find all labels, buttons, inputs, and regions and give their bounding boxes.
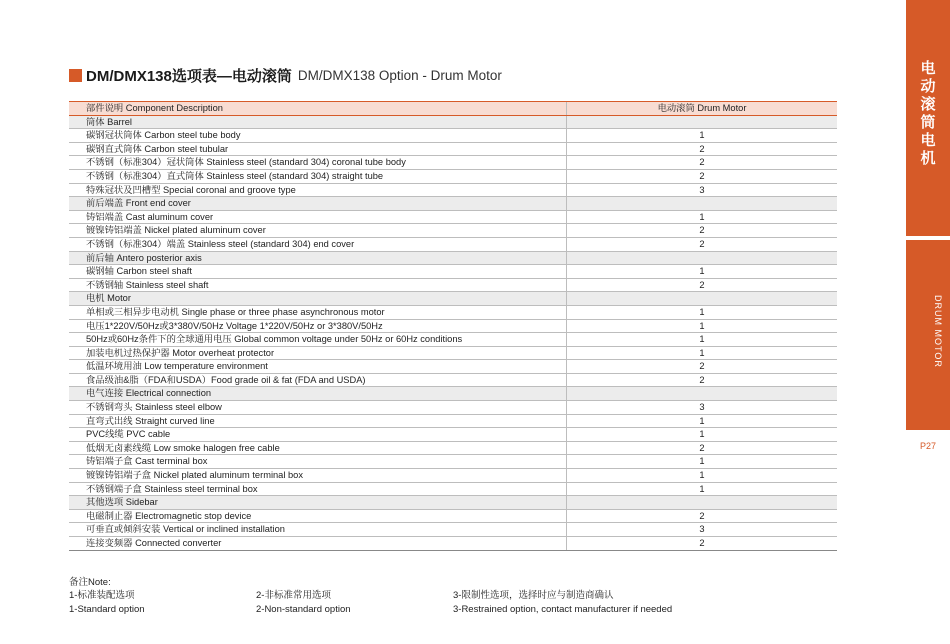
note-2 (256, 589, 351, 616)
row-value (567, 496, 838, 510)
table-row (69, 142, 837, 156)
row-label: 不锈钢端子盒 Stainless steel terminal box (69, 482, 567, 496)
row-label: 低温环境用油 Low temperature environment (69, 360, 567, 374)
row-label: 低烟无卤素线缆 Low smoke halogen free cable (69, 441, 567, 455)
table-row (69, 169, 837, 183)
title-english: DM/DMX138 Option - Drum Motor (297, 67, 502, 83)
row-label: 直弯式出线 Straight curved line (69, 414, 567, 428)
row-label: 连接变频器 Connected converter (69, 537, 567, 551)
table-row (69, 210, 837, 224)
row-value: 1 (567, 319, 838, 333)
row-value: 1 (567, 333, 838, 347)
row-label: 特殊冠状及凹槽型 Special coronal and groove type (69, 183, 567, 197)
row-value: 3 (567, 523, 838, 537)
note-1-cn: 1-标准装配选项 (69, 590, 135, 601)
sidebar-chinese-title (906, 60, 950, 168)
row-value: 1 (567, 346, 838, 360)
row-value: 1 (567, 265, 838, 279)
table-row (69, 401, 837, 415)
row-value: 1 (567, 210, 838, 224)
row-label: 碳钢轴 Carbon steel shaft (69, 265, 567, 279)
row-label: 不锈钢（标准304）冠状筒体 Stainless steel (standard 304) coronal tube body (69, 156, 567, 170)
table-row (69, 360, 837, 374)
note-1 (69, 589, 145, 616)
sidebar-char: 动 (920, 78, 936, 95)
sidebar-char: 滚 (920, 96, 936, 113)
table-row (69, 265, 837, 279)
table-row (69, 278, 837, 292)
page-title (69, 66, 502, 84)
note-3-en: 3-Restrained option, contact manufacturer if needed (453, 603, 673, 615)
sidebar-char: 机 (920, 150, 936, 167)
table-row (69, 509, 837, 523)
row-label: PVC线缆 PVC cable (69, 428, 567, 442)
sidebar-title-panel (906, 0, 950, 236)
row-value: 1 (567, 469, 838, 483)
row-value: 2 (567, 509, 838, 523)
notes-heading: 备注Note: (69, 577, 111, 588)
note-2-en: 2-Non-standard option (256, 603, 351, 615)
row-label: 筒体 Barrel (69, 115, 567, 129)
table-row (69, 305, 837, 319)
row-value: 1 (567, 129, 838, 143)
row-label: 电气连接 Electrical connection (69, 387, 567, 401)
sidebar-section-panel (906, 240, 950, 430)
row-label: 电磁制止器 Electromagnetic stop device (69, 509, 567, 523)
row-label: 铸铝端盖 Cast aluminum cover (69, 210, 567, 224)
title-chinese: DM/DMX138选项表—电动滚筒 (86, 67, 292, 85)
row-label: 食品级油&脂（FDA和USDA）Food grade oil & fat (FDA and USDA) (69, 373, 567, 387)
row-label: 加装电机过热保护器 Motor overheat protector (69, 346, 567, 360)
row-label: 前后端盖 Front end cover (69, 197, 567, 211)
category-row (69, 115, 837, 129)
row-label: 可垂直或倾斜安装 Vertical or inclined installation (69, 523, 567, 537)
table-row (69, 183, 837, 197)
row-value: 1 (567, 482, 838, 496)
title-square-icon (69, 69, 82, 82)
row-value (567, 115, 838, 129)
table-row (69, 373, 837, 387)
table-row (69, 523, 837, 537)
table-row (69, 428, 837, 442)
note-3-cn: 3-限制性选项，选择时应与制造商确认 (453, 590, 614, 601)
row-label: 电机 Motor (69, 292, 567, 306)
row-label: 镀镍铸铝端子盒 Nickel plated aluminum terminal box (69, 469, 567, 483)
row-label: 铸铝端子盒 Cast terminal box (69, 455, 567, 469)
row-value: 1 (567, 428, 838, 442)
table-row (69, 333, 837, 347)
header-component: 部件说明 Component Description (69, 102, 567, 116)
table-row (69, 455, 837, 469)
row-value (567, 197, 838, 211)
row-label: 镀镍铸铝端盖 Nickel plated aluminum cover (69, 224, 567, 238)
sidebar-english-title: DRUM MOTOR (933, 295, 943, 368)
row-value: 2 (567, 169, 838, 183)
row-value: 1 (567, 305, 838, 319)
row-value: 1 (567, 455, 838, 469)
row-value: 2 (567, 537, 838, 551)
category-row (69, 292, 837, 306)
category-row (69, 197, 837, 211)
table-row (69, 414, 837, 428)
row-label: 不锈钢弯头 Stainless steel elbow (69, 401, 567, 415)
sidebar-char: 电 (920, 132, 936, 149)
row-label: 电压1*220V/50Hz或3*380V/50Hz Voltage 1*220V/50Hz or 3*380V/50Hz (69, 319, 567, 333)
table-row (69, 441, 837, 455)
category-row (69, 251, 837, 265)
table-row (69, 129, 837, 143)
note-3 (453, 589, 672, 616)
row-value (567, 387, 838, 401)
row-value: 2 (567, 278, 838, 292)
category-row (69, 496, 837, 510)
row-label: 碳钢直式筒体 Carbon steel tubular (69, 142, 567, 156)
row-label: 前后轴 Antero posterior axis (69, 251, 567, 265)
row-value: 2 (567, 373, 838, 387)
row-label: 单相或三相异步电动机 Single phase or three phase asynchronous motor (69, 305, 567, 319)
row-value: 2 (567, 441, 838, 455)
row-value (567, 292, 838, 306)
page-number: P27 (920, 441, 937, 451)
table-row (69, 346, 837, 360)
row-value (567, 251, 838, 265)
table-row (69, 482, 837, 496)
row-label: 其他选项 Sidebar (69, 496, 567, 510)
row-value: 2 (567, 142, 838, 156)
table-row (69, 537, 837, 551)
table-row (69, 156, 837, 170)
sidebar-char: 电 (920, 60, 936, 77)
row-value: 3 (567, 183, 838, 197)
row-label: 不锈钢（标准304）直式筒体 Stainless steel (standard 304) straight tube (69, 169, 567, 183)
row-value: 3 (567, 401, 838, 415)
table-row (69, 237, 837, 251)
table-row (69, 319, 837, 333)
row-value: 1 (567, 414, 838, 428)
table-row (69, 224, 837, 238)
table-header-row (69, 102, 837, 116)
row-value: 2 (567, 224, 838, 238)
row-label: 不锈钢轴 Stainless steel shaft (69, 278, 567, 292)
note-1-en: 1-Standard option (69, 603, 145, 615)
table-row (69, 469, 837, 483)
sidebar-char: 筒 (920, 114, 936, 131)
header-drum-motor: 电动滚筒 Drum Motor (567, 102, 838, 116)
note-2-cn: 2-非标准常用选项 (256, 590, 331, 601)
row-value: 2 (567, 156, 838, 170)
category-row (69, 387, 837, 401)
row-label: 不锈钢（标准304）端盖 Stainless steel (standard 304) end cover (69, 237, 567, 251)
row-label: 碳钢冠状筒体 Carbon steel tube body (69, 129, 567, 143)
row-label: 50Hz或60Hz条件下的全球通用电压 Global common voltage under 50Hz or 60Hz conditions (69, 333, 567, 347)
row-value: 2 (567, 237, 838, 251)
row-value: 2 (567, 360, 838, 374)
option-table (69, 101, 837, 551)
